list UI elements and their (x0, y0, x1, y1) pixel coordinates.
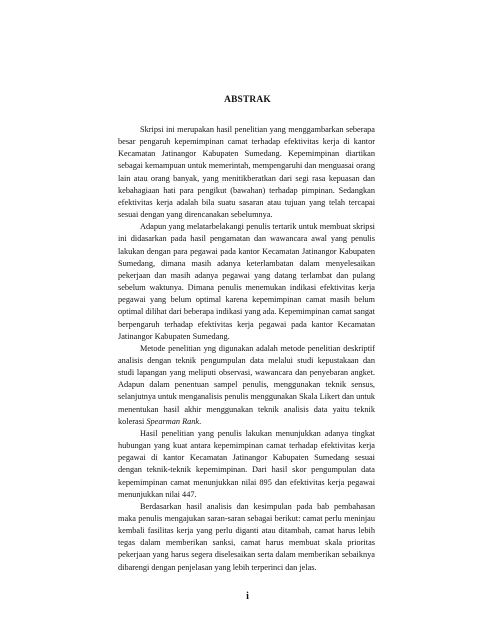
page-number: i (246, 591, 249, 602)
paragraph-4: Hasil penelitian yang penulis lakukan menunjukkan adanya tingkat hubungan yang kuat antara kepemimpinan camat terhadap efektivitas kerja pegawai di kantor Kecamatan Jatinangor Kabupaten Sumedang sesuai dengan teknik-teknik kepemimpinan. Dari hasil skor pengumpulan data kepemimpinan camat menunjukkan nilai 895 dan efektivitas kerja pegawai menunjukkan nilai 447. (118, 428, 375, 499)
paragraph-1: Skripsi ini merupakan hasil penelitian yang menggambarkan seberapa besar pengaruh kepemimpinan camat terhadap efektivitas kerja di kantor Kecamatan Jatinangor Kabupaten Sumedang. Kepemimpinan diartikan sebagai kemampuan untuk memerintah, mempengaruhi dan menguasai orang lain atau orang banyak, yang menitikberatkan dari segi rasa kepuasan dan kebahagiaan hati para pengikut (bawahan) terhadap pimpinan. Sedangkan efektivitas kerja adalah bila suatu sasaran atau tujuan yang telah tercapai sesuai dengan yang direncanakan sebelumnya. (118, 125, 375, 220)
paragraph-3-emphasis: Spearman Rank (146, 416, 200, 426)
paragraph-3-end: . (199, 416, 202, 426)
abstract-title: ABSTRAK (224, 95, 271, 105)
paragraph-5: Berdasarkan hasil analisis dan kesimpulan pada bab pembahasan maka penulis mengajukan saran-saran sebagai berikut: camat perlu meninjau kembali fasilitas kerja yang perlu diganti atau ditambah, camat harus lebih tegas dalam memberikan sanksi, camat harus membuat skala prioritas pekerjaan yang harus segera diselesaikan serta dalam memberikan sebaiknya dibarengi dengan penjelasan yang lebih terperinci dan jelas. (118, 501, 375, 572)
paragraph-3 (118, 343, 375, 428)
abstract-body (118, 124, 375, 574)
paragraph-2: Adapun yang melatarbelakangi penulis tertarik untuk membuat skripsi ini didasarkan pada hasil pengamatan dan wawancara awal yang penulis lakukan dengan para pegawai pada kantor Kecamatan Jatinangor Kabupaten Sumedang, dimana masih adanya keterlambatan dalam menyelesaikan pekerjaan dan masih adanya pegawai yang datang terlambat dan pulang sebelum waktunya. Dimana penulis menemukan indikasi efektivitas kerja pegawai yang belum optimal karena kepemimpinan camat masih belum optimal dilihat dari beberapa indikasi yang ada. Kepemimpinan camat sangat berpengaruh terhadap efektivitas kerja pegawai pada kantor Kecamatan Jatinangor Kabupaten Sumedang. (118, 222, 375, 341)
paragraph-3-text: Metode penelitian yng digunakan adalah metode penelitian deskriptif analisis dengan teknik pengumpulan data melalui studi kepustakaan dan studi lapangan yang meliputi observasi, wawancara dan penyebaran angket. Adapun dalam penentuan sampel penulis, menggunakan teknik sensus, selanjutnya untuk menganalisis penulis menggunakan Skala Likert dan untuk menentukan hasil akhir menggunakan teknik analisis data yaitu teknik kolerasi (118, 343, 375, 426)
